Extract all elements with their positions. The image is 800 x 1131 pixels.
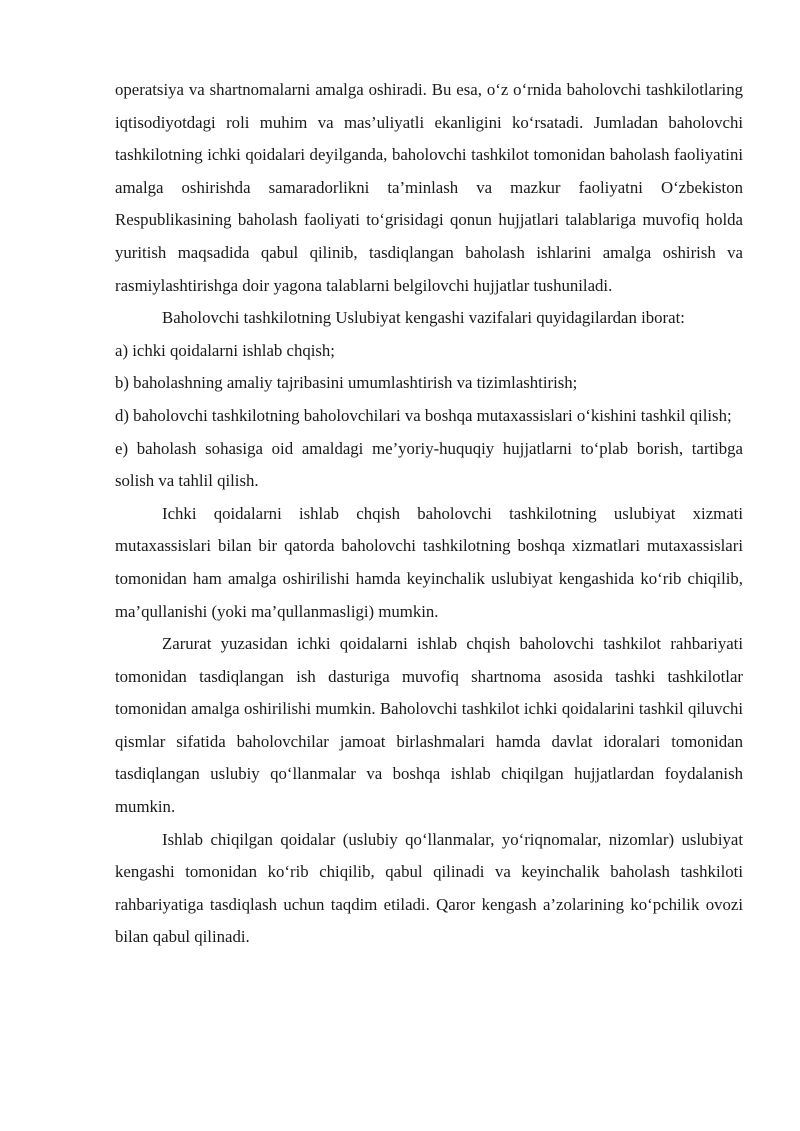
list-item-a: a) ichki qoidalarni ishlab chqish;	[115, 340, 335, 360]
paragraph-approval: Ishlab chiqilgan qoidalar (uslubiy qo‘llanmalar, yo‘riqnomalar, nizomlar) uslubiyat kengashi tomonidan ko‘rib chiqilib, qabul qilinadi va keyinchalik baholash tashkiloti rahbariyatiga tasdiqlash uchun taqdim etiladi. Qaror kengash a’zolarining ko‘pchilik ovozi bilan qabul qilinadi.	[115, 829, 743, 947]
paragraph-intro: operatsiya va shartnomalarni amalga oshiradi. Bu esa, o‘z o‘rnida baholovchi tashkilotlaring iqtisodiyotdagi roli muhim va mas’uliyatli ekanligini ko‘rsatadi. Jumladan baholovchi tashkilotning ichki qoidalari deyilganda, baholovchi tashkilot tomonidan baholash faoliyatini amalga oshirishda samaradorlikni ta’minlash va mazkur faoliyatni O‘zbekiston Respublikasining baholash faoliyati to‘grisidagi qonun hujjatlari talablariga muvofiq holda yuritish maqsadida qabul qilinib, tasdiqlangan baholash ishlarini amalga oshirish va rasmiylashtirishga doir yagona talablarni belgilovchi hujjatlar tushuniladi.	[115, 80, 743, 295]
paragraph-internal-rules: Ichki qoidalarni ishlab chqish baholovchi tashkilotning uslubiyat xizmati mutaxassislari bilan bir qatorda baholovchi tashkilotning boshqa xizmatlari mutaxassislari tomonidan ham amalga oshirilishi hamda keyinchalik uslubiyat kengashida ko‘rib chiqilib, ma’qullanishi (yoki ma’qullanmasligi) mumkin.	[115, 503, 743, 621]
paragraph-necessity: Zarurat yuzasidan ichki qoidalarni ishlab chqish baholovchi tashkilot rahbariyati tomonidan tasdiqlangan ish dasturiga muvofiq shartnoma asosida tashki tashkilotlar tomonidan amalga oshirilishi mumkin. Baholovchi tashkilot ichki qoidalarini tashkil qiluvchi qismlar sifatida baholovchilar jamoat birlashmalari hamda davlat idoralari tomonidan tasdiqlangan uslubiy qo‘llanmalar va boshqa ishlab chiqilgan hujjatlardan foydalanish mumkin.	[115, 634, 743, 817]
text-body	[115, 74, 743, 954]
paragraph-council-tasks: Baholovchi tashkilotning Uslubiyat kengashi vazifalari quyidagilardan iborat:	[162, 308, 685, 328]
list-item-e: e) baholash sohasiga oid amaldagi me’yoriy-huquqiy hujjatlarni to‘plab borish, tartibga solish va tahlil qilish.	[115, 438, 743, 491]
list-item-d: d) baholovchi tashkilotning baholovchilari va boshqa mutaxassislari o‘kishini tashkil qilish;	[115, 405, 732, 425]
list-item-b: b) baholashning amaliy tajribasini umumlashtirish va tizimlashtirish;	[115, 373, 578, 393]
